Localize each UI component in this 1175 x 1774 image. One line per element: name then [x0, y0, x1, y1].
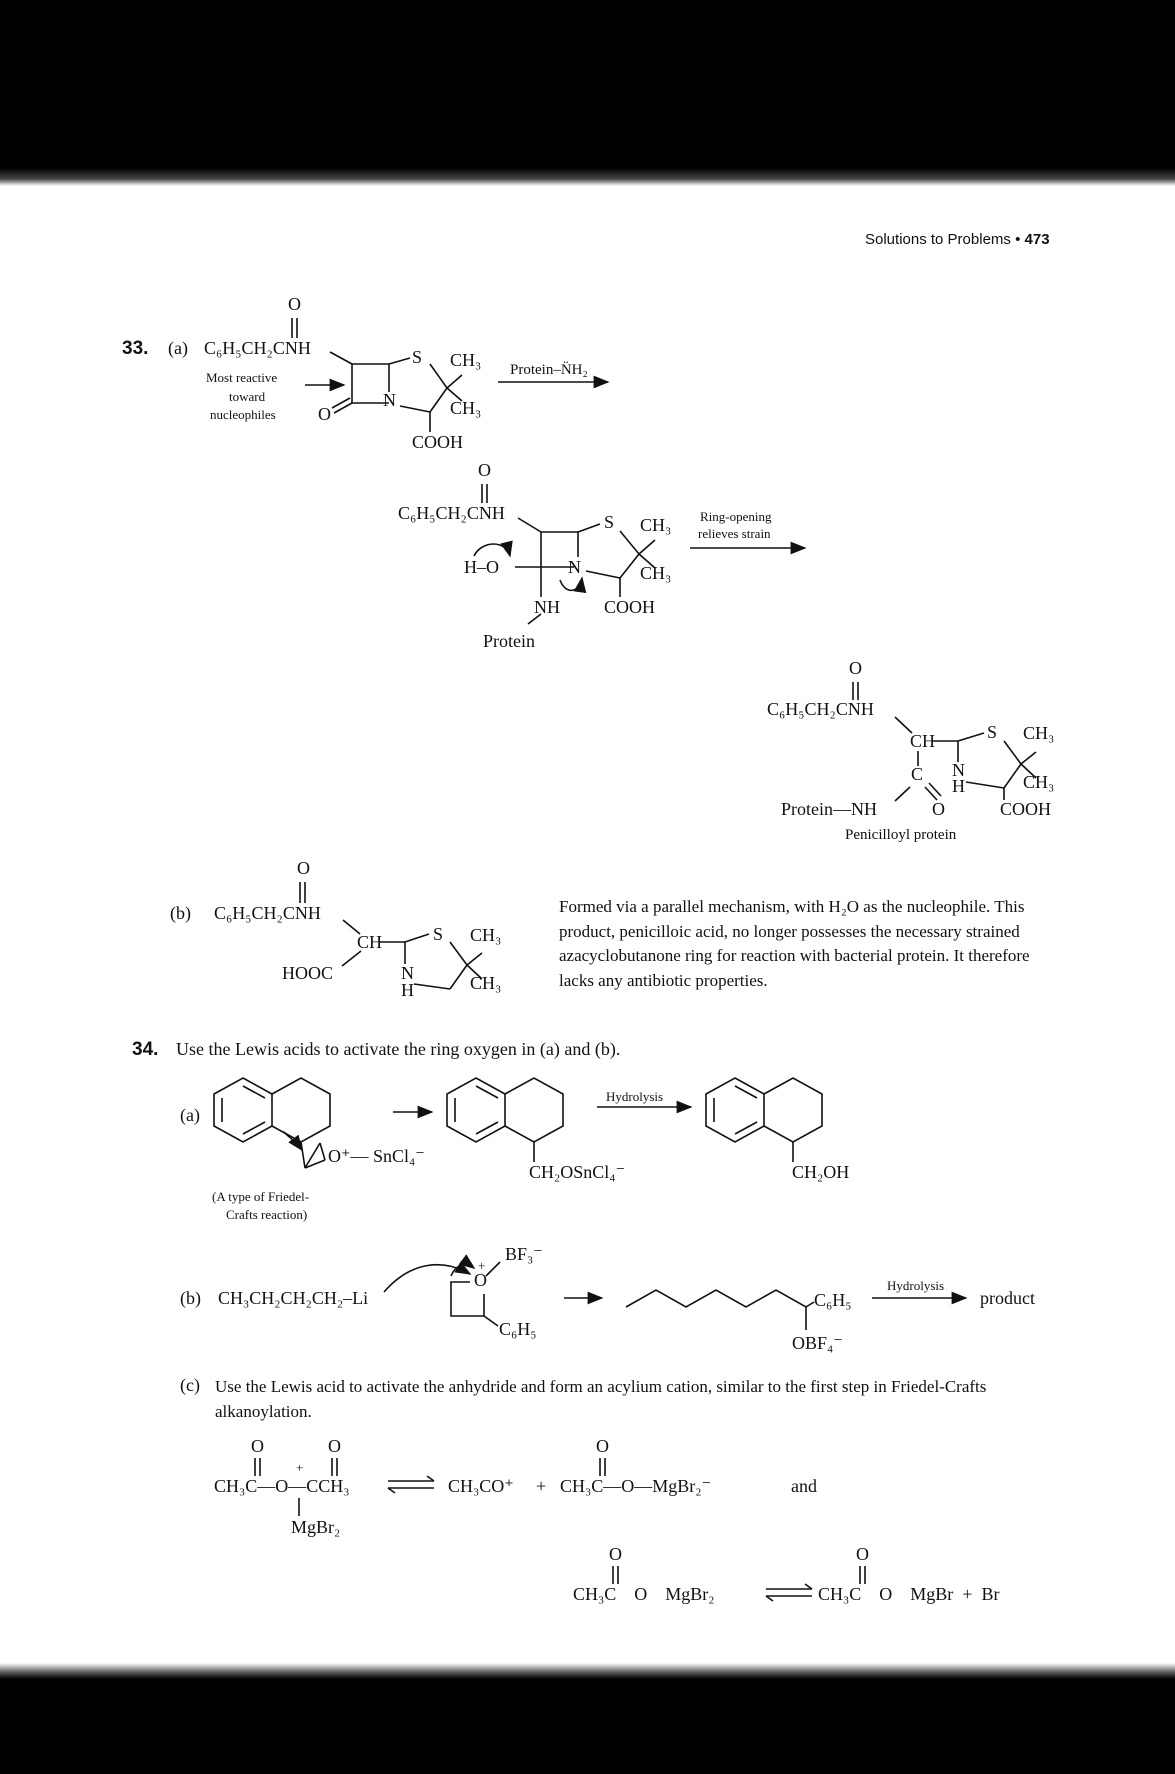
- prod-carboxyl: COOH: [1000, 799, 1052, 819]
- reagent-protein-nh2: Protein–N̈H₂: [510, 362, 588, 378]
- note-nucleophiles: nucleophiles: [210, 407, 276, 422]
- b-oxonium-plus: +: [478, 1258, 486, 1273]
- penicilloyl-protein-structure: [853, 682, 1036, 801]
- problem-33b-label: (b): [170, 903, 191, 923]
- problem-33a-label: (a): [168, 338, 188, 358]
- prod-amide-o: O: [932, 799, 945, 819]
- prod-ch: CH: [910, 731, 936, 751]
- methyl-bottom: CH₃: [450, 398, 482, 418]
- b-chain-phenyl: C₆H₅: [814, 1290, 852, 1310]
- prod-ring-nitrogen: N: [952, 760, 965, 780]
- eq1-mgbr2: MgBr₂: [291, 1517, 341, 1537]
- ring-sulfur: S: [412, 347, 423, 367]
- b-ring-h: H: [401, 980, 414, 1000]
- b-methyl-top: CH₃: [470, 925, 502, 945]
- prod-protein-nh: Protein—NH: [781, 799, 877, 819]
- a-hydrolysis-label: Hydrolysis: [606, 1089, 664, 1104]
- carboxyl-group: COOH: [412, 432, 464, 452]
- friedel-crafts-note-1: (A type of Friedel-: [212, 1189, 310, 1204]
- prod-carbonyl-c: C: [911, 764, 924, 784]
- b-hooc: HOOC: [282, 963, 334, 983]
- int-side-chain-group: C₆H₅CH₂CNH: [398, 503, 505, 523]
- eq1-acylium: CH₃CO⁺: [448, 1476, 514, 1496]
- problem-33-number: 33.: [122, 338, 149, 359]
- eq1-anhydride: CH₃C—O—CCH₃: [214, 1476, 350, 1496]
- int-protein: Protein: [483, 631, 535, 651]
- methyl-top: CH₃: [450, 350, 482, 370]
- eq1-and: and: [791, 1476, 817, 1496]
- b-ring-oxygen: O: [474, 1270, 487, 1290]
- note-most-reactive: Most reactive: [206, 370, 278, 385]
- int-carboxyl: COOH: [604, 597, 656, 617]
- eq1-plus: +: [536, 1476, 547, 1496]
- oxonium-sncl4: O⁺— SnCl₄⁻: [328, 1146, 425, 1166]
- b-ch: CH: [357, 932, 383, 952]
- relieves-strain-label: relieves strain: [698, 526, 771, 541]
- b-carbonyl-o: O: [297, 858, 310, 878]
- header-bullet: •: [1015, 231, 1021, 248]
- eq2-carbonyl-o-2: O: [856, 1544, 869, 1564]
- eq1-carbonyl-o-2: O: [328, 1436, 341, 1456]
- b-ring-sulfur: S: [433, 924, 444, 944]
- page-number: 473: [1024, 231, 1050, 248]
- tetralin-reaction: [214, 1078, 822, 1168]
- intermediate-ch2osncl4: CH₂OSnCl₄⁻: [529, 1162, 626, 1182]
- tetrahedral-intermediate: [474, 484, 805, 624]
- problem-34b-label: (b): [180, 1288, 201, 1308]
- lewis-acid-equations: [255, 1458, 865, 1601]
- lactam-oxygen: O: [318, 404, 331, 424]
- oxetane-reaction: [384, 1262, 966, 1330]
- penicilloyl-protein-caption: Penicilloyl protein: [845, 827, 957, 843]
- product-ch2oh: CH₂OH: [792, 1162, 850, 1182]
- b-methyl-bottom: CH₃: [470, 973, 502, 993]
- penicilloic-acid-explanation: Formed via a parallel mechanism, with H₂O as the nucleophile. This product, penicilloic acid, no longer possesses the necessary strained azacyclobutanone ring for reaction with bacterial protein. It therefore lacks any antibiotic properties.: [559, 897, 1030, 990]
- problem-34-number: 34.: [132, 1039, 159, 1060]
- eq2-right: CH₃C O MgBr + Br: [818, 1584, 1000, 1604]
- prod-methyl-top: CH₃: [1023, 723, 1055, 743]
- carbonyl-o: O: [288, 294, 301, 314]
- eq1-carbonyl-o-1: O: [251, 1436, 264, 1456]
- int-methyl-bottom: CH₃: [640, 563, 672, 583]
- note-toward: toward: [229, 389, 266, 404]
- butyllithium: CH₃CH₂CH₂CH₂–Li: [218, 1288, 369, 1308]
- problem-34a-label: (a): [180, 1105, 200, 1125]
- b-ring-phenyl: C₆H₅: [499, 1319, 537, 1339]
- eq2-carbonyl-o-1: O: [609, 1544, 622, 1564]
- int-hydroxyl: H–O: [464, 557, 499, 577]
- int-methyl-top: CH₃: [640, 515, 672, 535]
- friedel-crafts-note-2: Crafts reaction): [226, 1207, 308, 1222]
- b-product: product: [980, 1288, 1035, 1308]
- int-nh: NH: [534, 597, 560, 617]
- b-side-chain-group: C₆H₅CH₂CNH: [214, 903, 321, 923]
- ring-nitrogen: N: [383, 390, 396, 410]
- prod-side-chain-group: C₆H₅CH₂CNH: [767, 699, 874, 719]
- int-ring-nitrogen: N: [568, 557, 581, 577]
- running-title: Solutions to Problems: [865, 231, 1011, 248]
- bf3-minus: BF₃⁻: [505, 1244, 543, 1264]
- ring-opening-label: Ring-opening: [700, 509, 772, 524]
- obf4-minus: OBF₄⁻: [792, 1333, 843, 1353]
- side-chain-group: C₆H₅CH₂CNH: [204, 338, 311, 358]
- eq1-acetate-mgbr2: CH₃C—O—MgBr₂⁻: [560, 1476, 712, 1496]
- problem-34-intro: Use the Lewis acids to activate the ring oxygen in (a) and (b).: [176, 1039, 621, 1059]
- prod-methyl-bottom: CH₃: [1023, 772, 1055, 792]
- penicilloic-acid-structure: [300, 882, 482, 989]
- int-carbonyl-o: O: [478, 460, 491, 480]
- prod-ring-sulfur: S: [987, 722, 998, 742]
- eq1-carbonyl-o-3: O: [596, 1436, 609, 1456]
- penicillin-structure: [292, 318, 608, 432]
- problem-34c-label: (c): [180, 1375, 200, 1395]
- problem-34c-text: Use the Lewis acid to activate the anhydride and form an acylium cation, similar to the first step in Friedel-Crafts alkanoylation.: [215, 1377, 987, 1421]
- b-ring-nitrogen: N: [401, 963, 414, 983]
- eq2-left: CH₃C O MgBr₂: [573, 1584, 715, 1604]
- prod-carbonyl-o: O: [849, 658, 862, 678]
- int-ring-sulfur: S: [604, 512, 615, 532]
- prod-ring-h: H: [952, 776, 965, 796]
- b-hydrolysis-label: Hydrolysis: [887, 1278, 945, 1293]
- eq1-plus-charge: +: [296, 1460, 304, 1475]
